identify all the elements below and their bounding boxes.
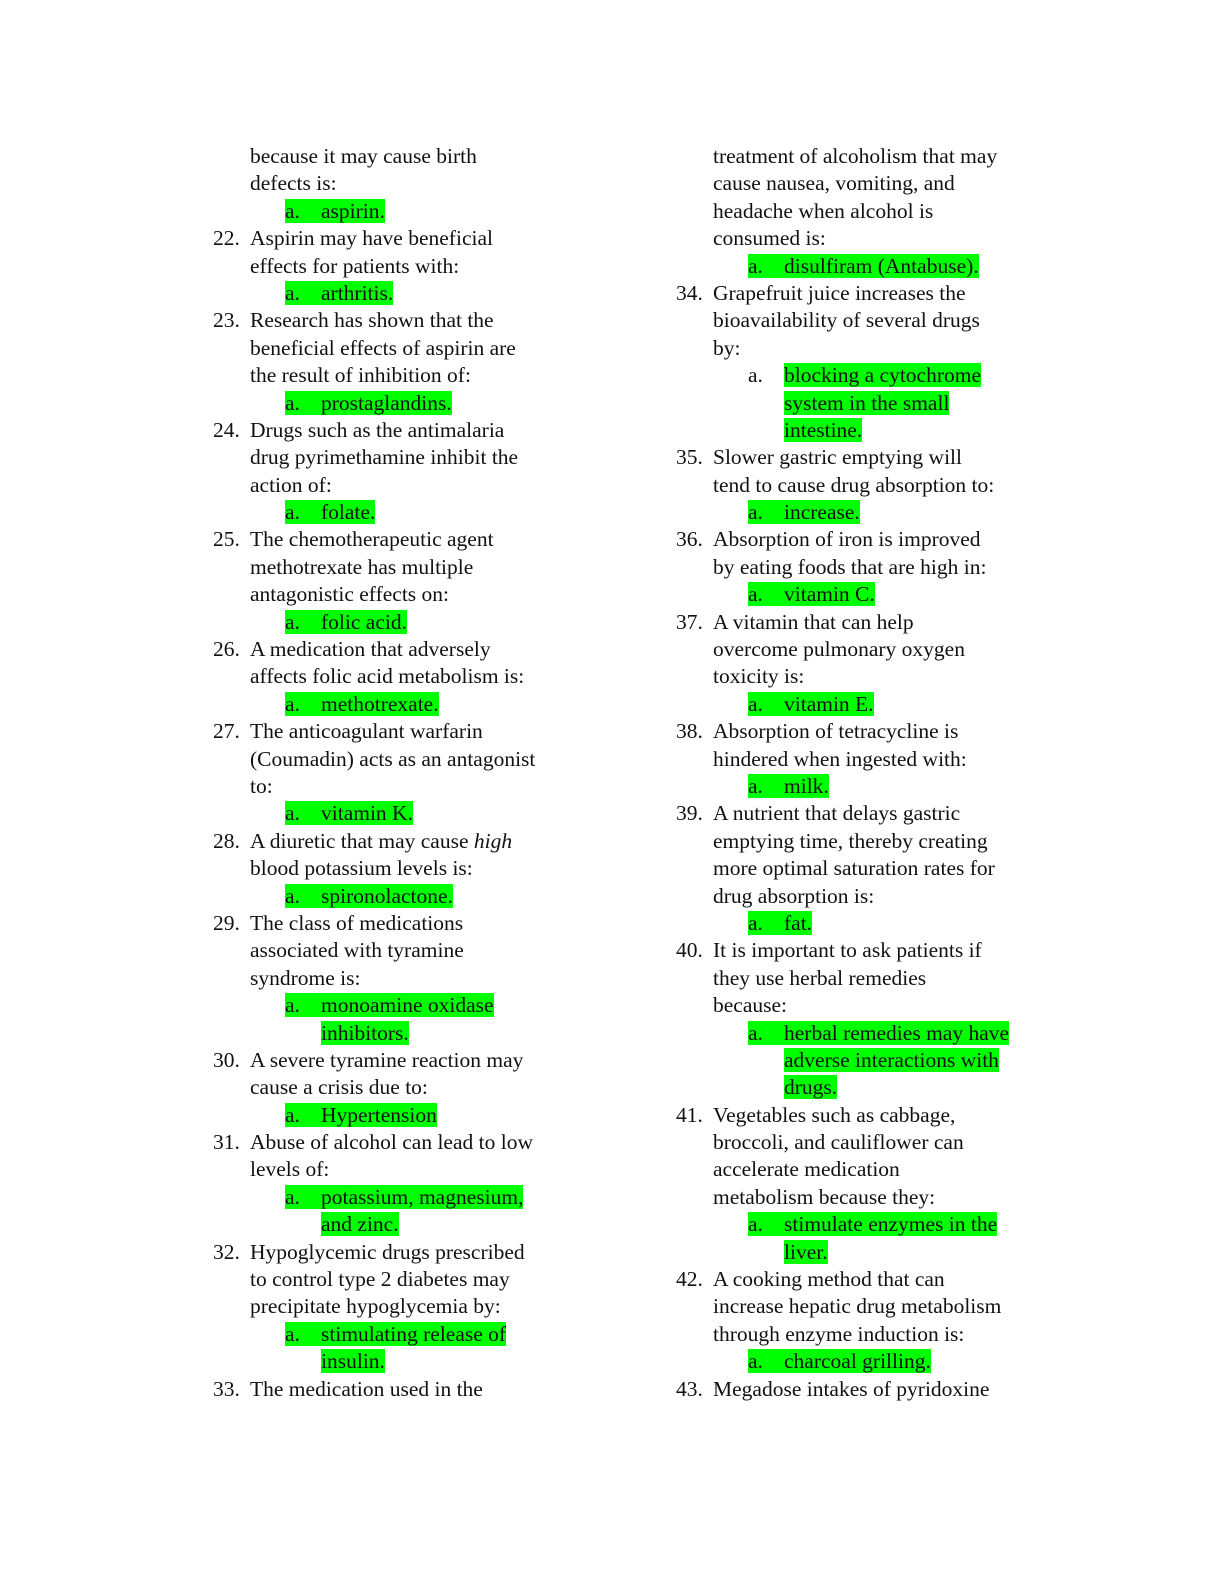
answer-text: Hypertension (321, 1102, 437, 1127)
answer-text: inhibitors. (321, 1020, 409, 1045)
question-text-line (213, 335, 583, 362)
question-text-line (676, 883, 1056, 910)
question-text: affects folic acid metabolism is: (250, 664, 525, 689)
answer-letter: a. (285, 801, 300, 826)
answer-highlight (748, 1349, 931, 1373)
question-text: The anticoagulant warfarin (250, 719, 483, 744)
answer-letter: a. (748, 582, 763, 607)
question-text: levels of: (250, 1157, 330, 1182)
question-text: Abuse of alcohol can lead to low (250, 1130, 533, 1155)
answer-highlight (285, 500, 375, 524)
question-text: Absorption of tetracycline is (713, 719, 959, 744)
answer-text: spironolactone. (321, 883, 453, 908)
answer-line (213, 992, 583, 1019)
answer-letter: a. (285, 609, 300, 634)
question-first-line (213, 417, 583, 444)
answer-line (676, 1348, 1056, 1375)
question-text: blood potassium levels is: (250, 856, 473, 881)
question-text: The chemotherapeutic agent (250, 527, 494, 552)
answer-line (676, 1020, 1056, 1047)
question-text-line (213, 855, 583, 882)
answer-highlight (285, 884, 453, 908)
question-text: Absorption of iron is improved (713, 527, 981, 552)
question-text-line (213, 663, 583, 690)
answer-line (213, 609, 583, 636)
question-text: overcome pulmonary oxygen (713, 637, 965, 662)
question-number: 40. (676, 938, 703, 963)
answer-line (676, 499, 1056, 526)
question-text: precipitate hypoglycemia by: (250, 1294, 501, 1319)
question-number: 41. (676, 1102, 703, 1127)
question-text: A vitamin that can help (713, 609, 914, 634)
question-first-line (213, 526, 583, 553)
answer-letter: a. (285, 390, 300, 415)
question-text-line (213, 1156, 583, 1183)
question-text-line (676, 1321, 1056, 1348)
question-number: 42. (676, 1267, 703, 1292)
question-number: 31. (213, 1130, 240, 1155)
question-number: 28. (213, 828, 240, 853)
question-first-line (213, 718, 583, 745)
answer-line (213, 499, 583, 526)
answer-letter: a. (285, 993, 300, 1018)
question-text: metabolism because they: (713, 1184, 936, 1209)
question-number: 36. (676, 527, 703, 552)
question-text: hindered when ingested with: (713, 746, 967, 771)
answer-letter: a. (748, 253, 763, 278)
question-text-line (676, 855, 1056, 882)
question-text-line (213, 1293, 583, 1320)
answer-line (213, 883, 583, 910)
question-text-line (213, 965, 583, 992)
question-text-line: consumed is: (713, 226, 826, 251)
answer-text: vitamin C. (784, 582, 875, 607)
answer-line (676, 1239, 1056, 1266)
answer-line (213, 1020, 583, 1047)
answer-line (676, 253, 1056, 280)
answer-letter: a. (748, 910, 763, 935)
question-text-line (213, 1074, 583, 1101)
answer-letter: a. (748, 1349, 763, 1374)
answer-letter: a. (285, 1102, 300, 1127)
question-text: A diuretic that may cause (250, 828, 474, 853)
question-text-line (676, 828, 1056, 855)
question-text: the result of inhibition of: (250, 363, 471, 388)
answer-highlight (285, 801, 413, 825)
answer-highlight (285, 199, 385, 223)
question-first-line (676, 609, 1056, 636)
answer-letter: a. (285, 500, 300, 525)
answer-highlight (285, 1322, 506, 1346)
question-text-line (213, 746, 583, 773)
question-text: Grapefruit juice increases the (713, 280, 966, 305)
answer-line (676, 581, 1056, 608)
answer-line (676, 1047, 1056, 1074)
question-text-line (676, 1184, 1056, 1211)
question-italic-word: high (473, 828, 513, 853)
question-text-line (676, 746, 1056, 773)
right-column (676, 143, 1056, 1403)
answer-text: prostaglandins. (321, 390, 452, 415)
question-text: emptying time, thereby creating (713, 828, 988, 853)
answer-letter: a. (285, 198, 300, 223)
question-first-line (676, 1102, 1056, 1129)
answer-line (213, 691, 583, 718)
answer-text: folic acid. (321, 609, 407, 634)
question-text: by: (713, 335, 741, 360)
question-text-line (676, 636, 1056, 663)
question-number: 37. (676, 609, 703, 634)
question-number: 24. (213, 417, 240, 442)
answer-highlight (748, 774, 829, 798)
question-first-line (213, 225, 583, 252)
question-text: more optimal saturation rates for (713, 856, 995, 881)
question-text: Hypoglycemic drugs prescribed (250, 1239, 525, 1264)
answer-highlight (285, 1185, 523, 1209)
answer-letter: a. (285, 691, 300, 716)
answer-text: fat. (784, 910, 813, 935)
question-text: bioavailability of several drugs (713, 308, 980, 333)
answer-letter: a. (748, 1020, 763, 1045)
question-text-line (676, 992, 1056, 1019)
question-text-line (676, 965, 1056, 992)
question-first-line (213, 636, 583, 663)
question-text-line (676, 663, 1056, 690)
answer-line (676, 773, 1056, 800)
question-text: beneficial effects of aspirin are (250, 335, 516, 360)
question-first-line (676, 718, 1056, 745)
question-number: 38. (676, 719, 703, 744)
answer-text: and zinc. (321, 1212, 399, 1237)
answer-line (676, 910, 1056, 937)
answer-text: increase. (784, 500, 860, 525)
question-text-line (676, 307, 1056, 334)
question-text-line (213, 773, 583, 800)
question-text: It is important to ask patients if (713, 938, 982, 963)
answer-text: insulin. (321, 1349, 385, 1374)
question-text-line (213, 1266, 583, 1293)
question-text: Vegetables such as cabbage, (713, 1102, 956, 1127)
answer-letter: a. (748, 363, 763, 388)
question-text: drug absorption is: (713, 883, 875, 908)
answer-letter: a. (285, 1321, 300, 1346)
answer-highlight (285, 1103, 437, 1127)
answer-line (213, 390, 583, 417)
question-first-line (676, 1266, 1056, 1293)
question-text-line (213, 472, 583, 499)
answer-highlight (748, 1212, 997, 1236)
answer-text: herbal remedies may have (784, 1020, 1010, 1045)
answer-text: vitamin K. (321, 801, 413, 826)
question-text: Megadose intakes of pyridoxine (713, 1376, 990, 1401)
question-number: 43. (676, 1376, 703, 1401)
answer-line (676, 1074, 1056, 1101)
question-number: 23. (213, 308, 240, 333)
question-number: 26. (213, 637, 240, 662)
question-text: A nutrient that delays gastric (713, 801, 961, 826)
answer-highlight (285, 281, 393, 305)
answer-line (676, 390, 1056, 417)
question-text-line: cause nausea, vomiting, and (713, 171, 955, 196)
answer-highlight (748, 1021, 1009, 1045)
question-text: because: (713, 993, 788, 1018)
question-text-line (676, 554, 1056, 581)
question-text-line (676, 472, 1056, 499)
answer-highlight (285, 993, 494, 1017)
question-text: (Coumadin) acts as an antagonist (250, 746, 536, 771)
answer-letter: a. (285, 280, 300, 305)
answer-text: potassium, magnesium, (321, 1184, 524, 1209)
answer-text: milk. (784, 773, 829, 798)
answer-text: charcoal grilling. (784, 1349, 931, 1374)
answer-text: aspirin. (321, 198, 385, 223)
question-text: through enzyme induction is: (713, 1321, 965, 1346)
question-text: Aspirin may have beneficial (250, 226, 493, 251)
question-text-line (213, 253, 583, 280)
answer-line (676, 362, 1056, 389)
answer-letter: a. (285, 883, 300, 908)
question-text-line (213, 362, 583, 389)
answer-highlight (748, 911, 812, 935)
answer-text: intestine. (784, 417, 863, 442)
question-text-line: treatment of alcoholism that may (713, 144, 998, 168)
question-text: Slower gastric emptying will (713, 445, 963, 470)
answer-text: methotrexate. (321, 691, 439, 716)
question-first-line (676, 526, 1056, 553)
answer-highlight (748, 500, 860, 524)
question-text-line: headache when alcohol is (713, 198, 934, 223)
question-number: 32. (213, 1239, 240, 1264)
question-first-line (213, 910, 583, 937)
answer-highlight (285, 692, 439, 716)
question-number: 27. (213, 719, 240, 744)
question-number: 30. (213, 1047, 240, 1072)
question-text: The class of medications (250, 910, 464, 935)
question-number: 33. (213, 1376, 240, 1401)
question-text: by eating foods that are high in: (713, 554, 987, 579)
question-text: to control type 2 diabetes may (250, 1267, 510, 1292)
question-number: 25. (213, 527, 240, 552)
question-text: A cooking method that can (713, 1267, 945, 1292)
question-first-line (213, 1129, 583, 1156)
question-first-line (676, 1376, 1056, 1403)
answer-letter: a. (748, 1212, 763, 1237)
question-text: antagonistic effects on: (250, 582, 450, 607)
question-number: 29. (213, 910, 240, 935)
question-number: 34. (676, 280, 703, 305)
answer-text: monoamine oxidase (321, 993, 494, 1018)
question-text: A severe tyramine reaction may (250, 1047, 524, 1072)
question-text: A medication that adversely (250, 637, 491, 662)
question-first-line (676, 800, 1056, 827)
question-text-line (213, 554, 583, 581)
answer-text: liver. (784, 1239, 828, 1264)
question-text-line (213, 444, 583, 471)
answer-letter: a. (748, 500, 763, 525)
question-text-line (676, 1156, 1056, 1183)
answer-text: blocking a cytochrome (784, 363, 982, 388)
answer-line (213, 198, 583, 225)
answer-text: adverse interactions with (784, 1047, 999, 1072)
answer-line (213, 1211, 583, 1238)
question-first-line (213, 1376, 583, 1403)
question-first-line (676, 444, 1056, 471)
question-text: accelerate medication (713, 1157, 900, 1182)
question-text: tend to cause drug absorption to: (713, 472, 995, 497)
answer-text: stimulating release of (321, 1321, 507, 1346)
answer-text: stimulate enzymes in the (784, 1212, 998, 1237)
question-text-line (676, 1293, 1056, 1320)
question-text-line (676, 1129, 1056, 1156)
answer-line (213, 280, 583, 307)
question-text-line: defects is: (250, 171, 337, 196)
answer-highlight (748, 692, 874, 716)
answer-line (213, 800, 583, 827)
answer-line (213, 1184, 583, 1211)
answer-highlight (285, 391, 452, 415)
question-text: increase hepatic drug metabolism (713, 1294, 1002, 1319)
answer-text: drugs. (784, 1075, 838, 1100)
question-first-line (676, 280, 1056, 307)
question-number: 39. (676, 801, 703, 826)
question-text-line (213, 937, 583, 964)
answer-line (213, 1321, 583, 1348)
question-number: 35. (676, 445, 703, 470)
answer-line (676, 1211, 1056, 1238)
question-text: broccoli, and cauliflower can (713, 1130, 964, 1155)
question-text: to: (250, 773, 273, 798)
answer-letter: a. (285, 1184, 300, 1209)
question-first-line (213, 1047, 583, 1074)
question-text: effects for patients with: (250, 253, 460, 278)
answer-line (213, 1102, 583, 1129)
left-column (213, 143, 583, 1403)
question-text-line: because it may cause birth (250, 144, 477, 168)
question-first-line (213, 828, 583, 855)
answer-line (676, 417, 1056, 444)
answer-highlight (748, 582, 875, 606)
question-text: associated with tyramine (250, 938, 464, 963)
question-text: syndrome is: (250, 965, 361, 990)
answer-highlight (748, 254, 979, 278)
answer-line (676, 691, 1056, 718)
question-first-line (676, 937, 1056, 964)
answer-letter: a. (748, 691, 763, 716)
answer-text: system in the small (784, 390, 950, 415)
question-text: drug pyrimethamine inhibit the (250, 445, 519, 470)
question-text: methotrexate has multiple (250, 554, 474, 579)
question-text: Research has shown that the (250, 308, 494, 333)
question-number: 22. (213, 226, 240, 251)
answer-highlight (285, 610, 407, 634)
question-text: toxicity is: (713, 664, 805, 689)
question-first-line (213, 307, 583, 334)
question-text: they use herbal remedies (713, 965, 927, 990)
question-text: action of: (250, 472, 332, 497)
answer-text: disulfiram (Antabuse). (784, 253, 979, 278)
question-text: cause a crisis due to: (250, 1075, 428, 1100)
answer-text: folate. (321, 500, 376, 525)
answer-line (213, 1348, 583, 1375)
question-text: Drugs such as the antimalaria (250, 417, 505, 442)
answer-letter: a. (748, 773, 763, 798)
answer-text: vitamin E. (784, 691, 874, 716)
question-text: The medication used in the (250, 1376, 483, 1401)
question-text-line (676, 335, 1056, 362)
answer-text: arthritis. (321, 280, 394, 305)
question-first-line (213, 1239, 583, 1266)
question-text-line (213, 581, 583, 608)
